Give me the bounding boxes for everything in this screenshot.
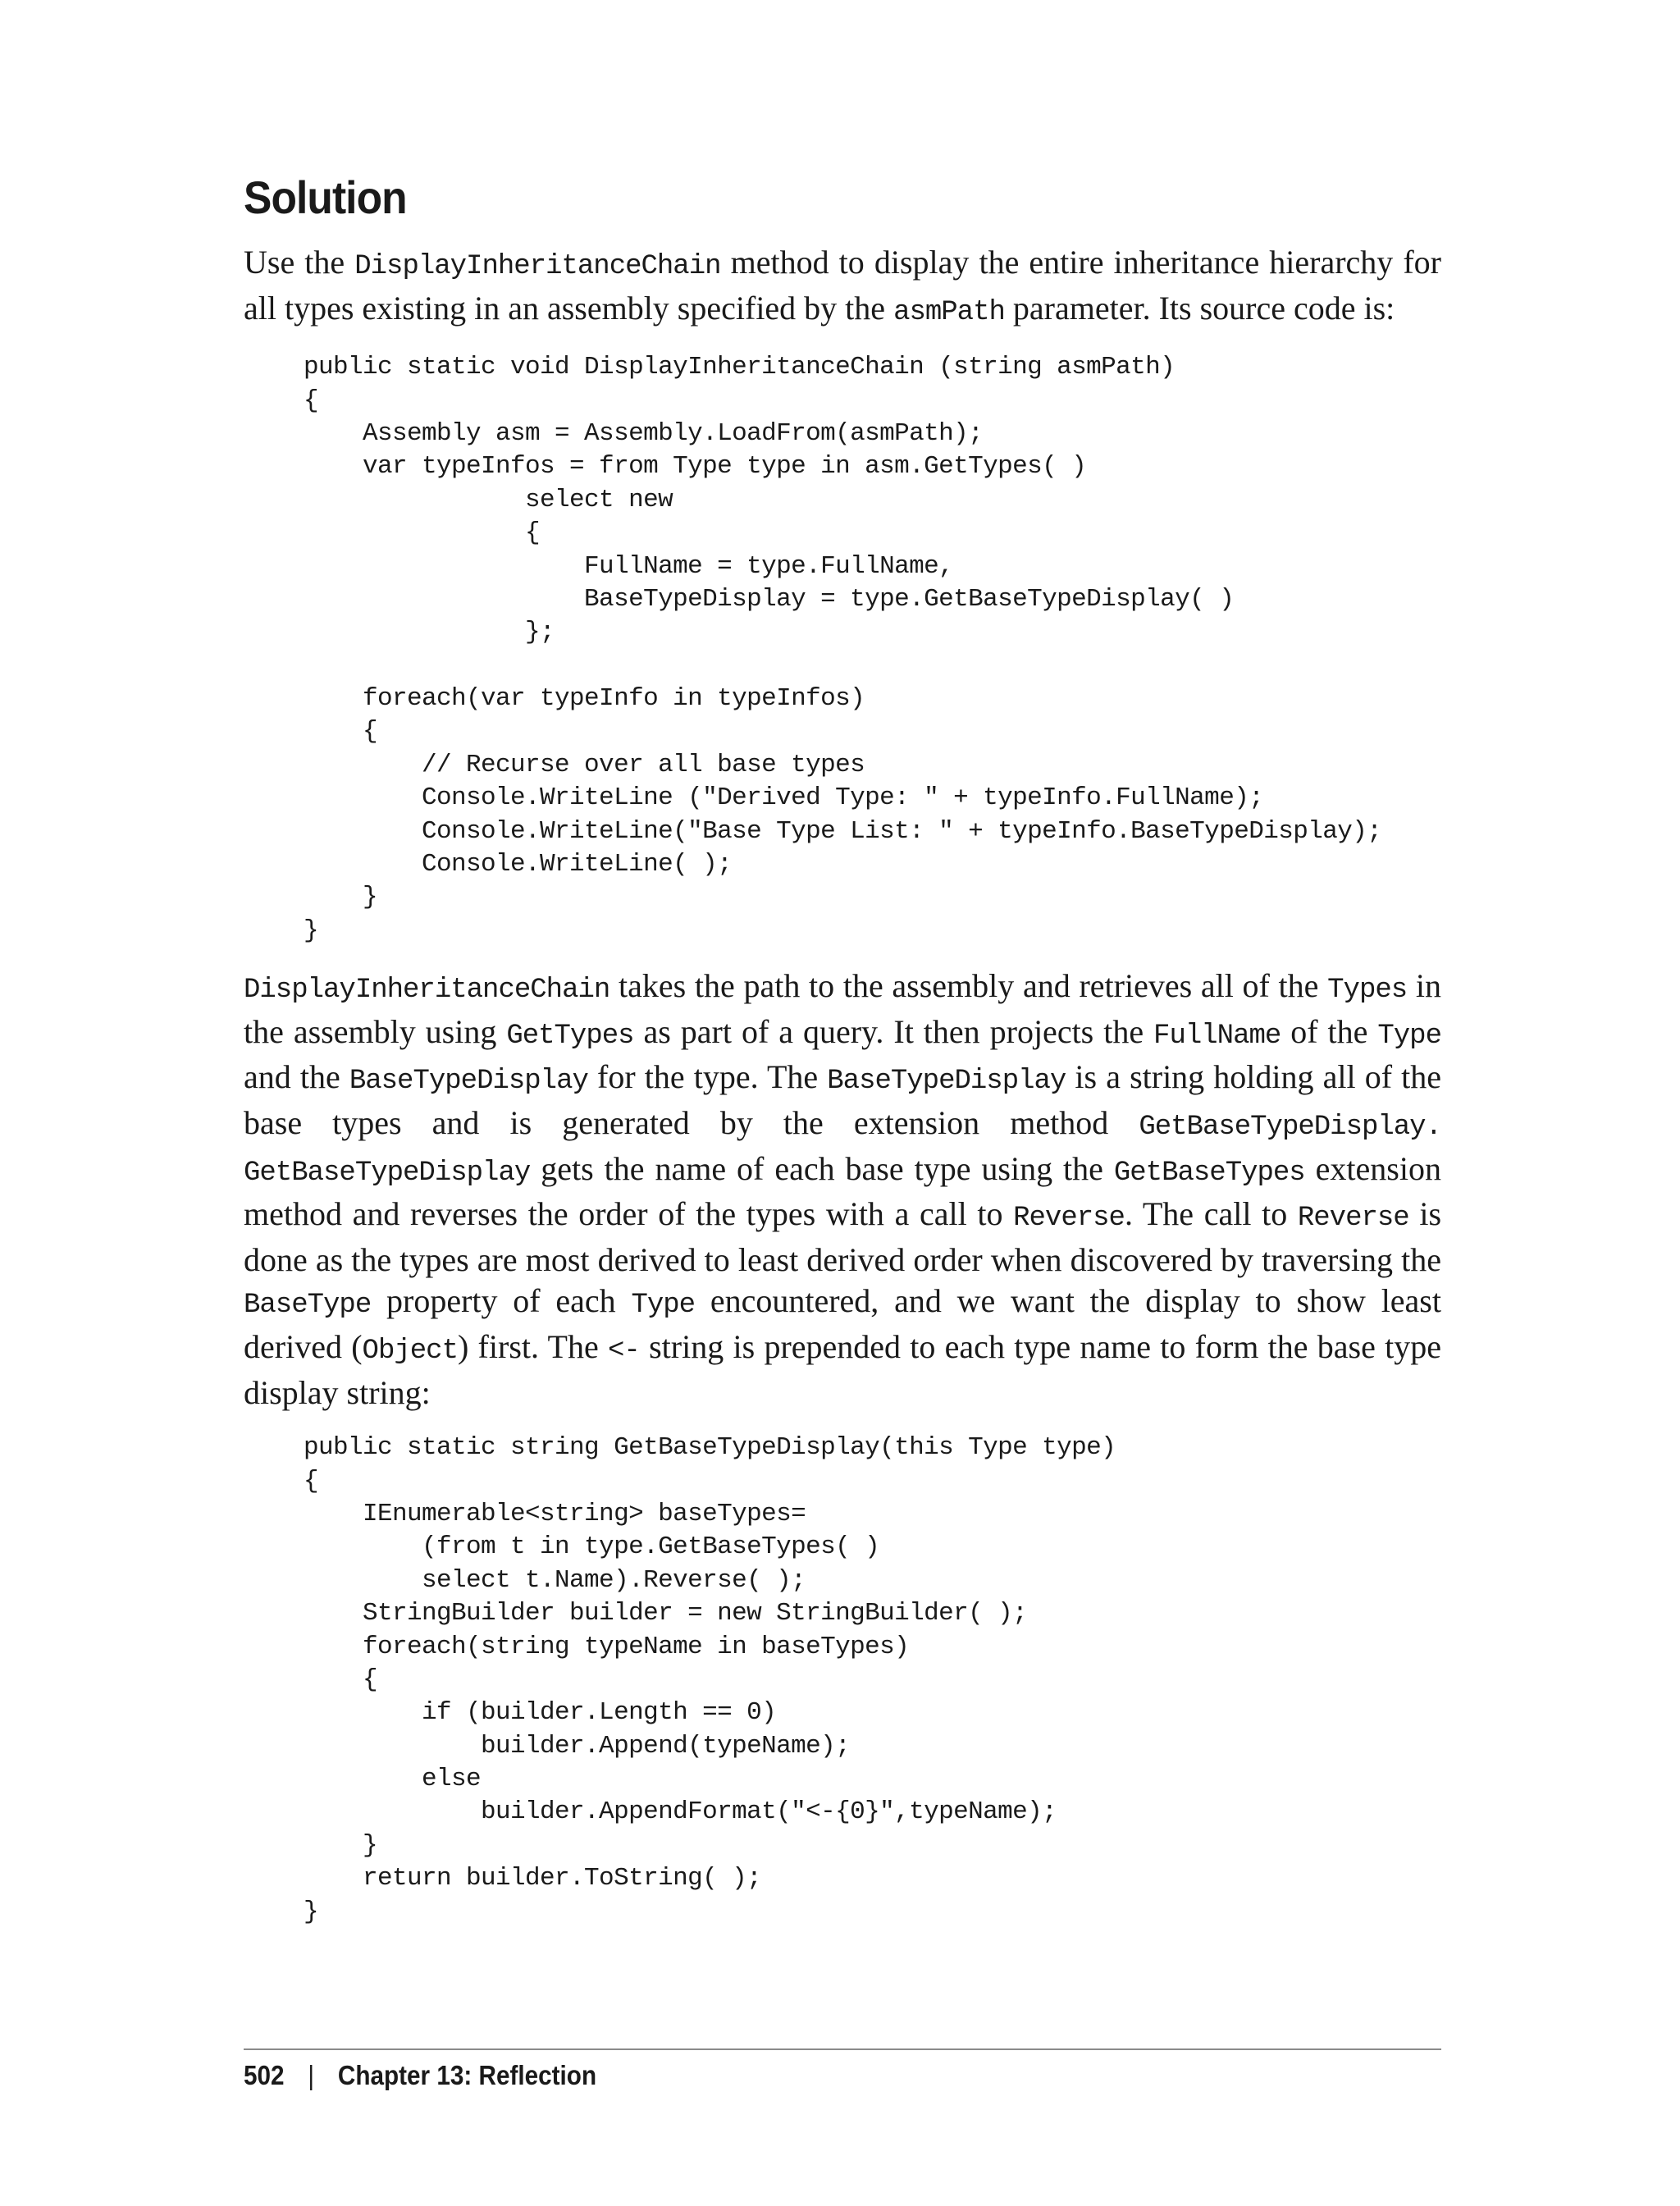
- code-line: select t.Name).Reverse( );: [304, 1565, 806, 1595]
- text-run: parameter. Its source code is:: [1004, 289, 1395, 327]
- text-run: string is prepended to each type name to form the base type display string:: [244, 1327, 1442, 1411]
- code-line: {: [304, 1665, 378, 1694]
- section-heading: Solution: [244, 171, 407, 223]
- explanation-paragraph: [244, 966, 1441, 1414]
- code-line: Console.WriteLine( );: [304, 850, 733, 879]
- code-line: }: [304, 916, 319, 945]
- text-run: is a string holding all of the base types and is generated by the extension method: [244, 1058, 1441, 1141]
- intro-paragraph: [244, 242, 1441, 333]
- inline-code: Reverse: [1013, 1203, 1125, 1235]
- text-run: is done as the types are most derived to least derived order when discovered by traversing the: [244, 1195, 1442, 1278]
- text-run: ) first. The: [457, 1327, 609, 1365]
- inline-code: DisplayInheritanceChain: [244, 975, 610, 1007]
- code-line: }: [304, 1897, 319, 1926]
- text-run: and the: [244, 1058, 349, 1096]
- code-line: FullName = type.FullName,: [304, 551, 954, 581]
- code-line: public static string GetBaseTypeDisplay(this Type type): [304, 1433, 1116, 1463]
- code-line: {: [304, 518, 541, 548]
- code-line: {: [304, 386, 319, 415]
- text-run: extension method and reverses the order of the types with a call to: [244, 1149, 1441, 1233]
- inline-code: GetBaseTypeDisplay: [244, 1157, 531, 1189]
- code-line: {: [304, 1466, 319, 1496]
- footer-separator: |: [308, 2060, 315, 2090]
- code-line: StringBuilder builder = new StringBuilder( );: [304, 1599, 1028, 1628]
- footer-rule: [244, 2048, 1441, 2050]
- text-run: gets the name of each base type using the: [530, 1149, 1114, 1187]
- inline-code: GetTypes: [506, 1020, 634, 1052]
- page-number: 502: [244, 2060, 285, 2090]
- code-line: {: [304, 717, 378, 747]
- code-line: builder.AppendFormat("<-{0}",typeName);: [304, 1797, 1057, 1827]
- inline-code: DisplayInheritanceChain: [354, 251, 721, 282]
- text-run: for the type. The: [587, 1058, 828, 1096]
- code-line: Assembly asm = Assembly.LoadFrom(asmPath);: [304, 418, 984, 448]
- code-line: public static void DisplayInheritanceChain (string asmPath): [304, 353, 1176, 382]
- code-line: }: [304, 1830, 378, 1860]
- code-listing-display-inheritance-chain: [304, 351, 1441, 948]
- code-line: else: [304, 1765, 482, 1794]
- code-line: Console.WriteLine("Base Type List: " + typeInfo.BaseTypeDisplay);: [304, 816, 1382, 846]
- text-run: of the: [1281, 1012, 1378, 1050]
- code-line: Console.WriteLine ("Derived Type: " + typeInfo.FullName);: [304, 783, 1264, 813]
- page-footer: [244, 2053, 596, 2099]
- inline-code: BaseTypeDisplay: [349, 1066, 588, 1098]
- code-line: builder.Append(typeName);: [304, 1731, 851, 1761]
- code-line: (from t in type.GetBaseTypes( ): [304, 1532, 880, 1562]
- page-body: [244, 168, 1441, 1947]
- text-run: takes the path to the assembly and retrieves all of the: [609, 967, 1328, 1005]
- code-line: };: [304, 618, 555, 647]
- code-line: // Recurse over all base types: [304, 750, 865, 779]
- code-line: BaseTypeDisplay = type.GetBaseTypeDisplay( ): [304, 584, 1235, 614]
- code-line: if (builder.Length == 0): [304, 1698, 777, 1728]
- inline-code: FullName: [1153, 1020, 1281, 1052]
- text-run: method to display the entire inheritance hierarchy for all types existing in an assembly specified by the: [244, 244, 1441, 327]
- inline-code: Types: [1327, 975, 1408, 1007]
- inline-code: BaseType: [244, 1290, 372, 1322]
- code-line: [304, 650, 1441, 683]
- inline-code: Object: [362, 1335, 458, 1367]
- code-line: select new: [304, 485, 673, 514]
- code-line: var typeInfos = from Type type in asm.GetTypes( ): [304, 452, 1087, 482]
- inline-code: GetBaseTypeDisplay.: [1139, 1112, 1441, 1143]
- chapter-title: Chapter 13: Reflection: [337, 2060, 597, 2090]
- text-run: Use the: [244, 244, 355, 281]
- text-run: in the assembly using: [244, 967, 1441, 1050]
- inline-code: BaseTypeDisplay: [827, 1066, 1066, 1098]
- inline-code: GetBaseTypes: [1113, 1157, 1305, 1189]
- inline-code: Type: [1377, 1020, 1441, 1052]
- text-run: as part of a query. It then projects the: [633, 1012, 1154, 1050]
- code-line: IEnumerable<string> baseTypes=: [304, 1499, 806, 1528]
- inline-code: Type: [631, 1290, 696, 1322]
- text-run: property of each: [371, 1282, 632, 1320]
- inline-code: Reverse: [1297, 1203, 1409, 1235]
- code-line: return builder.ToString( );: [304, 1864, 762, 1893]
- code-line: foreach(string typeName in baseTypes): [304, 1632, 910, 1661]
- code-line: foreach(var typeInfo in typeInfos): [304, 684, 865, 714]
- code-line: }: [304, 883, 378, 912]
- inline-code: asmPath: [893, 296, 1005, 328]
- text-run: encountered, and we want the display to show least derived (: [244, 1282, 1441, 1365]
- inline-code: <-: [608, 1335, 640, 1367]
- text-run: . The call to: [1124, 1195, 1298, 1233]
- code-listing-get-base-type-display: [304, 1432, 1441, 1929]
